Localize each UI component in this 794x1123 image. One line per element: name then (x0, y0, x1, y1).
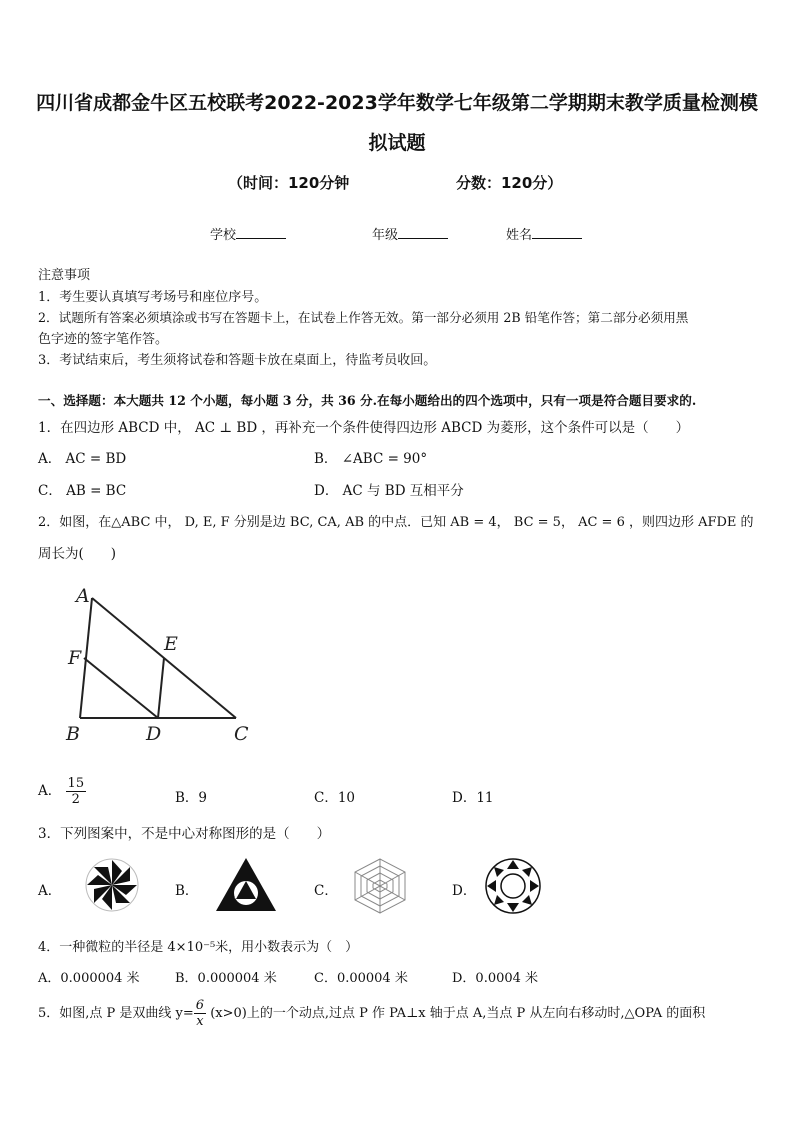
q1-option-c: C． AB = BC (38, 483, 127, 499)
label-d: D (146, 723, 162, 745)
notice-item: 色字迹的签字笔作答。 (38, 332, 169, 347)
q4-option-d: D．0.0004 米 (452, 971, 539, 986)
name-field (506, 224, 582, 243)
q1-option-a: A． AC = BD (38, 451, 127, 467)
q1-option-d: D． AC 与 BD 互相平分 (314, 483, 464, 499)
time-label: （时间：120分钟 (228, 174, 350, 192)
school-label: 学校 (210, 228, 237, 243)
arrow-ring-icon (484, 857, 542, 915)
triangle-pattern-icon (214, 855, 278, 915)
grade-blank (398, 226, 448, 239)
notice-heading: 注意事项 (38, 268, 91, 283)
school-blank (236, 226, 286, 239)
notice-item: 2．试题所有答案必须填涂或书写在答题卡上，在试卷上作答无效。第一部分必须用 2B 铅笔作答；第二部分必须用黑 (38, 310, 689, 325)
notice-item: 1．考生要认真填写考场号和座位序号。 (38, 290, 268, 305)
q2-option-b: B．9 (175, 790, 208, 806)
page-title-line2: 拟试题 (368, 132, 426, 154)
q5-stem-post: (x>0)上的一个动点,过点 P 作 PA⊥x 轴于点 A,当点 P 从左向右移动时,△OPA 的面积 (206, 1006, 706, 1021)
label-e: E (164, 633, 178, 655)
school-field (210, 224, 286, 243)
segment-ed (158, 658, 164, 718)
fraction-denominator: x (196, 1014, 204, 1029)
fraction-denominator: 2 (71, 792, 80, 807)
q2-option-a-prefix: A． (38, 783, 62, 799)
name-label: 姓名 (506, 228, 533, 243)
grade-label: 年级 (372, 228, 399, 243)
fraction-numerator: 15 (67, 776, 85, 791)
pinwheel-icon (84, 857, 140, 913)
q3-option-d: D． (452, 883, 477, 899)
fraction (194, 998, 206, 1029)
question-4-stem: 4．一种微粒的半径是 4×10⁻⁵米，用小数表示为（ ） (38, 940, 359, 955)
section-heading: 一、选择题：本大题共 12 个小题，每小题 3 分，共 36 分.在每小题给出的四个选项中，只有一项是符合题目要求的. (38, 393, 697, 408)
grade-field (372, 224, 448, 243)
q4-option-b: B．0.000004 米 (175, 971, 277, 986)
notice-item: 3．考试结束后，考生须将试卷和答题卡放在桌面上，待监考员收回。 (38, 353, 437, 368)
fraction-numerator: 6 (195, 998, 205, 1013)
label-c: C (234, 723, 249, 745)
fraction (66, 776, 87, 807)
name-blank (532, 226, 582, 239)
label-f: F (68, 647, 82, 669)
question-1-stem: 1．在四边形 ABCD 中， AC ⊥ BD ，再补充一个条件使得四边形 ABCD 为菱形，这个条件可以是（ ） (38, 420, 690, 436)
score-label: 分数：120分） (456, 174, 563, 192)
q2-option-a (38, 776, 86, 807)
q4-option-c: C．0.00004 米 (314, 971, 408, 986)
q3-option-a: A． (38, 883, 62, 899)
q2-option-c: C．10 (314, 790, 356, 806)
label-a: A (76, 585, 90, 607)
question-3-stem: 3．下列图案中，不是中心对称图形的是（ ） (38, 826, 331, 842)
q4-option-a: A．0.000004 米 (38, 971, 140, 986)
question-2-stem-line1: 2．如图，在△ABC 中， D, E, F 分别是边 BC, CA, AB 的中点．已知 AB = 4， BC = 5， AC = 6 ，则四边形 AFDE 的 (38, 515, 754, 530)
q1-option-b: B． ∠ABC = 90° (314, 451, 428, 467)
hexagon-web-icon (350, 857, 410, 915)
q3-option-b: B． (175, 883, 199, 899)
question-2-stem-line2: 周长为( ) (38, 546, 117, 562)
question-5-stem (38, 998, 705, 1029)
segment-fd (84, 658, 158, 718)
page-title-line1: 四川省成都金牛区五校联考2022-2023学年数学七年级第二学期期末教学质量检测模 (36, 92, 758, 114)
q5-stem-pre: 5．如图,点 P 是双曲线 y= (38, 1006, 194, 1021)
segment-ab (80, 598, 92, 718)
triangle-figure (60, 580, 260, 750)
q3-option-c: C． (314, 883, 338, 899)
label-b: B (66, 723, 80, 745)
q2-option-d: D．11 (452, 790, 494, 806)
